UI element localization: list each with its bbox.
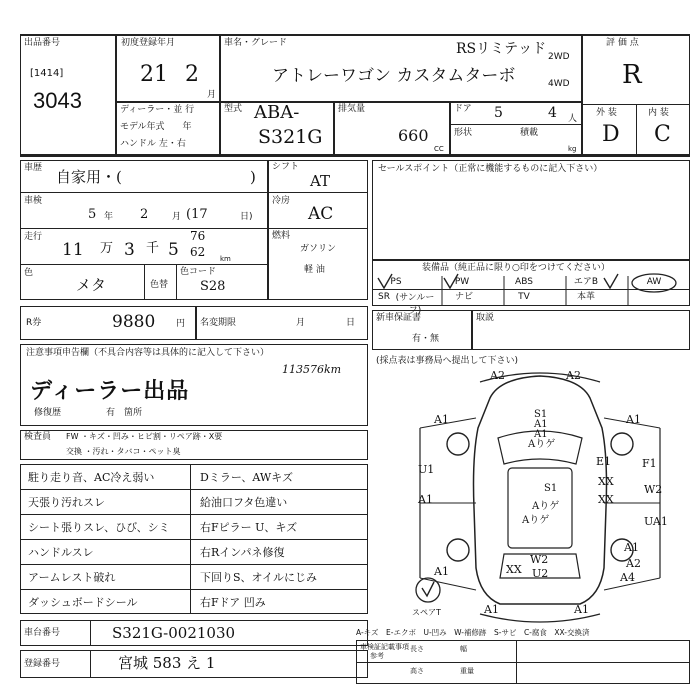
inspection-day: (17 (186, 207, 208, 222)
vi-sep2 (20, 228, 268, 229)
inspection-month: 2 (140, 207, 149, 222)
expiry-day: 日 (346, 318, 356, 328)
equipment-pw: PW (454, 277, 470, 287)
mark-u2: U2 (532, 567, 549, 580)
warranty-label: 新車保証書 (376, 313, 422, 323)
ac-val: AC (308, 204, 334, 224)
mark-a-rige-3: Aりゲ (522, 515, 550, 526)
handle-label: ハンドル 左・右 (120, 139, 186, 149)
diagram-key: A-キズ E-エクボ U-凹み W-補修跡 S-サビ C-腐食 XX-交換済 (356, 628, 590, 637)
inspector-legend: FW ・キズ・凹み・ヒビ割・リペア跡・X要 (66, 432, 223, 441)
mark-a1-bottom: A1 (574, 603, 589, 616)
registration-unit: 月 (207, 90, 217, 100)
remark-right-5: 下回りS、オイルにじみ (200, 571, 317, 584)
inspection-year-unit: 年 (104, 212, 114, 222)
remark-right-4: 右Rインパネ修復 (200, 546, 285, 559)
registration-year: 21 (140, 62, 168, 87)
grade-vsep (636, 104, 637, 155)
mileage-man: 11 (62, 240, 84, 260)
color-code: S28 (200, 279, 226, 294)
shift-sep2 (268, 228, 368, 229)
warranty-val: 有・無 (412, 334, 440, 344)
shift-sep1 (268, 192, 368, 193)
model-2wd: 2WD (548, 52, 570, 62)
mark-w2-b: W2 (530, 553, 549, 566)
mark-a-rige-2: Aりゲ (532, 501, 560, 512)
color-code-label: 色コード (180, 267, 217, 277)
mark-xx-3: XX (506, 563, 522, 576)
remark-rule (20, 514, 368, 515)
mark-a4: A4 (620, 571, 635, 584)
equipment-tv: TV (518, 292, 530, 302)
history-close: ) (250, 168, 256, 186)
inspection-month-unit: 月 (172, 212, 182, 222)
mark-ua1: UA1 (644, 515, 668, 528)
equipment-abs: ABS (515, 277, 533, 287)
plate-vsep (90, 650, 91, 678)
expiry-month: 月 (296, 318, 306, 328)
mark-xx-1: XX (598, 475, 614, 488)
mileage-man-unit: 万 (100, 241, 114, 256)
mileage-unit: km (220, 255, 231, 263)
sales-point-box (372, 160, 690, 260)
remark-left-5: アームレスト破れ (28, 571, 116, 584)
mark-f1: F1 (642, 457, 657, 470)
grade-interior: C (654, 122, 671, 147)
inspector-legend2: 交換 ・汚れ・タバコ・ペット臭 (66, 447, 181, 456)
sep-top-mid (20, 155, 690, 157)
remark-rule (20, 589, 368, 590)
remark-right-3: 右Fピラー U、キズ (200, 521, 298, 534)
mileage-sen-unit: 千 (146, 241, 160, 256)
inspection-year: 5 (88, 207, 97, 222)
remark-rule (20, 564, 368, 565)
recycle-label: R券 (26, 318, 42, 328)
mark-a1-lf: A1 (434, 413, 449, 426)
mark-a1-top: A1 (534, 419, 548, 430)
mileage-digits-top: 76 (190, 229, 206, 243)
lot-number: 3043 (33, 88, 82, 113)
recycle-unit: 円 (176, 319, 186, 329)
color-val: メタ (76, 276, 107, 294)
mark-a1-l2: A1 (418, 493, 433, 506)
spec-table-l4: 幅 (460, 645, 467, 653)
mileage-rest: 5 (168, 240, 179, 260)
color-tone-label: 色替 (150, 280, 169, 290)
mileage-label: 走行 (24, 232, 43, 242)
mark-a1-r2: A1 (624, 541, 639, 554)
mark-e1: E1 (596, 455, 612, 468)
booklet-label: 取説 (476, 313, 495, 323)
spec-table-l1: 車検証記載事項 (360, 643, 409, 651)
displacement-cc: CC (434, 145, 444, 153)
remark-rule (20, 539, 368, 540)
equipment-marks (372, 260, 690, 306)
mileage-digits-bot: 62 (190, 245, 206, 259)
equipment-label: 装備品（純正品に限り○印をつけてください） (422, 263, 610, 273)
history-val: 自家用・( (56, 168, 122, 186)
shift-label: シフト (272, 162, 300, 172)
diagram-label: (採点表は事務局へ提出して下さい) (376, 356, 519, 366)
type-val: ABA- (254, 102, 300, 123)
spec-table-l2: 参考 (370, 652, 384, 660)
model-label: 車名・グレード (224, 38, 288, 48)
chassis-model: S321G (258, 126, 323, 148)
spec-table-l5: 高さ (410, 667, 424, 675)
door-inner-sep (450, 124, 582, 125)
dealer-label: ディーラー・並 行 (120, 105, 195, 115)
plate-label: 登録番号 (24, 659, 61, 669)
mark-u1: U1 (418, 463, 435, 476)
grade-label: 評 価 点 (606, 38, 639, 48)
spec-table-l6: 重量 (460, 667, 474, 675)
remark-rule (20, 489, 368, 490)
equipment-sunroof: (サンルーフ) (395, 293, 435, 316)
fuel-gas: ガソリン (300, 244, 337, 254)
equipment-sr: SR (378, 292, 390, 302)
seats-val: 4 (548, 105, 557, 121)
color-vsep (144, 264, 145, 300)
color-label: 色 (24, 268, 34, 278)
remark-left-3: シート張りスレ、ひび、シミ (28, 521, 170, 534)
lot-label: 出品番号 (24, 38, 61, 48)
vi-sep1 (20, 192, 268, 193)
lot-code: [1414] (30, 68, 64, 79)
remark-right-1: Dミラー、AWキズ (200, 471, 293, 484)
load-kg: kg (568, 145, 577, 153)
door-val: 5 (494, 105, 503, 121)
mark-a2-r: A2 (626, 557, 641, 570)
registration-month: 2 (185, 62, 199, 87)
load-label: 積載 (520, 128, 539, 138)
shift-val: AT (310, 172, 331, 190)
mark-a-rige-1: Aりゲ (528, 439, 556, 450)
fuel-label: 燃料 (272, 231, 291, 241)
chassis-val: S321G-0021030 (112, 624, 236, 642)
type-label: 型式 (224, 104, 243, 114)
remark-left-1: 駐り走り音、AC冷え弱い (28, 471, 155, 484)
history-label: 車歴 (24, 163, 43, 173)
repair-unit: 箇所 (124, 408, 143, 418)
mark-w2: W2 (644, 483, 663, 496)
expiry-label: 名変期限 (200, 318, 237, 328)
recycle-val: 9880 (112, 312, 156, 332)
grade-exterior: D (602, 122, 620, 147)
shape-label: 形状 (454, 128, 473, 138)
equipment-navi: ナビ (454, 292, 473, 302)
remark-right-6: 右Fドア 凹み (200, 596, 266, 609)
mark-xx-2: XX (598, 493, 614, 506)
notice-stamp: ディーラー出品 (30, 379, 190, 404)
remark-left-6: ダッシュボードシール (28, 596, 138, 609)
notice-mileage: 113576km (282, 363, 342, 376)
sales-point-label: セールスポイント（正常に機能するものに記入下さい） (378, 164, 603, 174)
model-4wd: 4WD (548, 79, 570, 89)
repair-val: 有 (106, 408, 116, 418)
mark-a2-right: A2 (566, 369, 581, 382)
equipment-ps: PS (390, 277, 402, 287)
model-name: アトレーワゴン カスタムターボ (272, 66, 516, 86)
remark-left-2: 天張り汚れスレ (28, 496, 105, 509)
model-grade: RSリミテッド (456, 41, 547, 57)
mark-a1-l3: A1 (434, 565, 449, 578)
remark-left-4: ハンドルスレ (28, 546, 94, 559)
model-year-label: モデル年式 年 (120, 122, 192, 132)
mark-a1-top2: A1 (534, 429, 548, 440)
equipment-leather: 本革 (576, 292, 595, 302)
door-label: ドア (454, 104, 472, 114)
mark-a2-left: A2 (490, 369, 505, 382)
inspection-day-unit: 日) (240, 212, 253, 222)
equipment-aw: AW (646, 277, 662, 287)
notice-label: 注意事項申告欄（不具合内容等は具体的に記入して下さい） (26, 348, 270, 358)
grade-exterior-label: 外 装 (596, 108, 617, 118)
grade-score: R (622, 60, 642, 90)
inspection-label: 車検 (24, 196, 43, 206)
plate-val: 宮城 583 え 1 (118, 654, 216, 672)
displacement-label: 排気量 (338, 104, 366, 114)
grade-interior-label: 内 装 (648, 108, 669, 118)
spec-table-l3: 長さ (410, 645, 424, 653)
repair-label: 修復歴 (34, 408, 62, 418)
fuel-diesel: 軽 油 (304, 265, 325, 275)
equipment-airbag: エアB (573, 277, 599, 287)
chassis-vsep (90, 620, 91, 646)
mark-s1-mid: S1 (544, 483, 558, 494)
booklet-box (472, 310, 690, 350)
chassis-label: 車台番号 (24, 628, 61, 638)
seats-unit: 人 (568, 114, 578, 124)
mileage-sen: 3 (124, 240, 135, 260)
remark-right-2: 給油口フタ色違い (200, 496, 288, 509)
spec-table-hsep (356, 662, 690, 663)
ac-label: 冷房 (272, 196, 291, 206)
color-vsep2 (176, 264, 177, 300)
recycle-box (20, 306, 196, 340)
spare-label: スペアT (412, 608, 441, 617)
inspector-label: 検査員 (24, 432, 52, 442)
displacement-val: 660 (398, 126, 429, 145)
registration-label: 初度登録年月 (121, 38, 176, 48)
mark-a1-r3: A1 (484, 603, 499, 616)
mark-a1-rf: A1 (626, 413, 641, 426)
mark-s1-top: S1 (534, 409, 548, 420)
